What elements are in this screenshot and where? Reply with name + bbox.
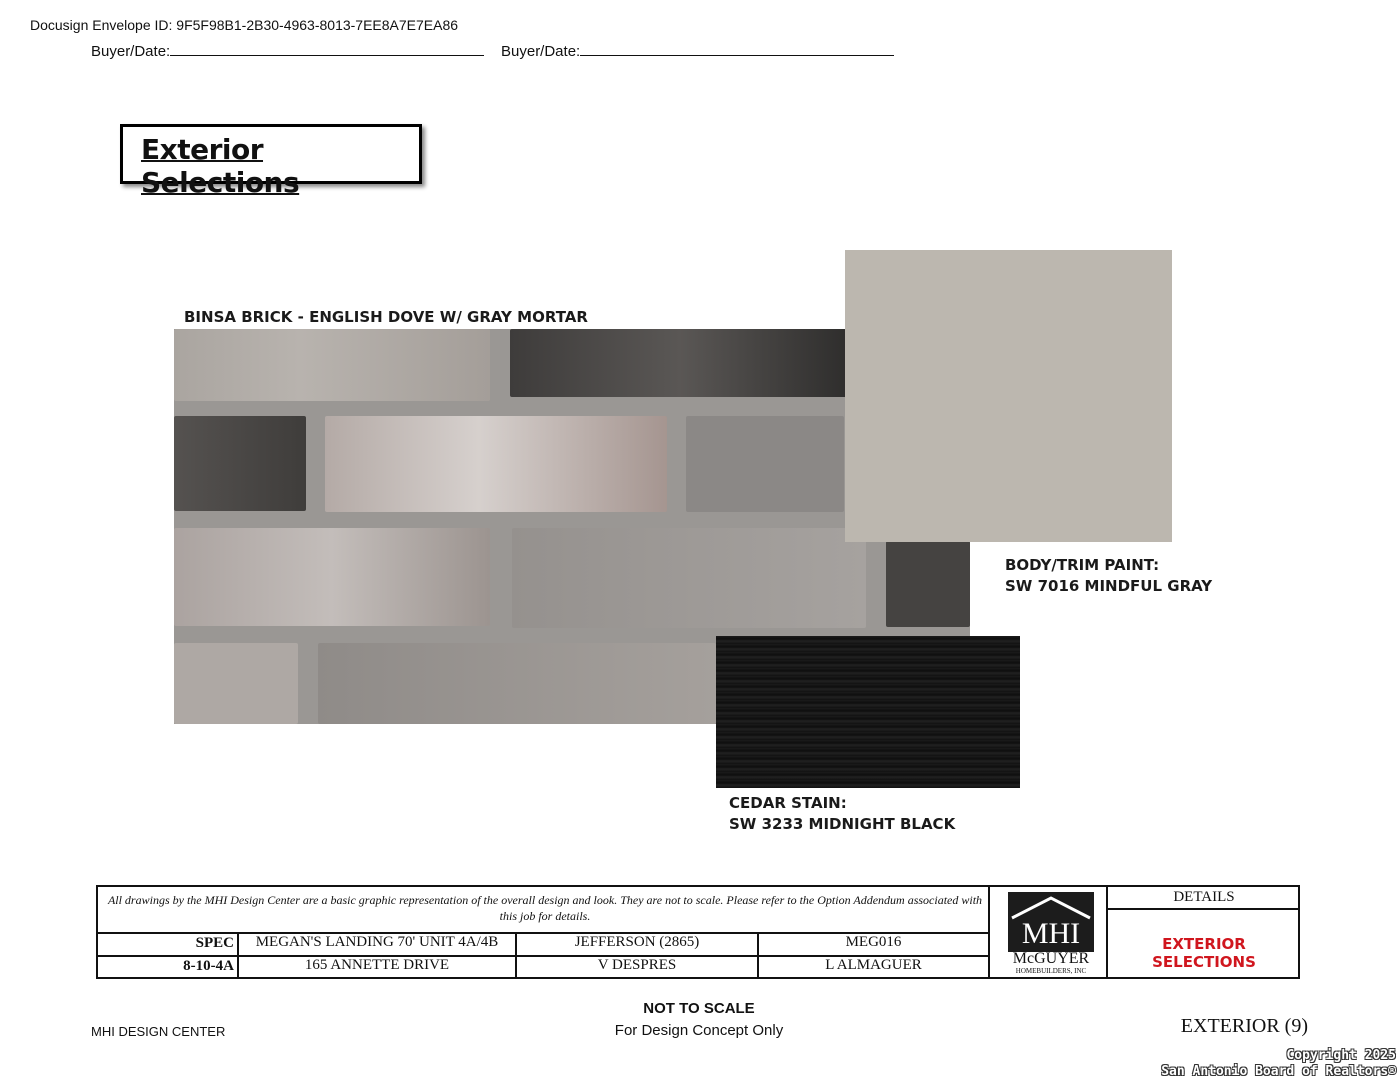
stain-color-swatch [716, 636, 1020, 788]
copyright-line2: San Antonio Board of Realtors® [1161, 1064, 1396, 1079]
page-label: EXTERIOR (9) [1180, 1015, 1308, 1037]
brick [318, 643, 716, 724]
community-name: MEGAN'S LANDING 70' UNIT 4A/4B [255, 934, 499, 950]
lot-code: MEG016 [845, 934, 902, 950]
brick [174, 416, 306, 511]
page-title-box [120, 124, 422, 199]
stain-label-line1: CEDAR STAIN: [729, 794, 847, 812]
envelope-id: Docusign Envelope ID: 9F5F98B1-2B30-4963-8013-7EE8A7E7EA86 [30, 17, 459, 33]
brick [325, 416, 667, 512]
disclaimer: All drawings by the MHI Design Center are a basic graphic representation of the overall design and look. They are not to scale. Please refer to the Option Addendum associated with this job for details. [107, 893, 983, 923]
logo-name: McGUYER [1012, 950, 1090, 967]
spec-label: SPEC [195, 935, 234, 951]
paint-label-line1: BODY/TRIM PAINT: [1005, 556, 1160, 574]
brick [686, 416, 844, 512]
details-value: EXTERIOR SELECTIONS [1152, 935, 1256, 971]
plan-name: JEFFERSON (2865) [574, 934, 700, 950]
buyer-date-field-2 [501, 41, 894, 60]
brick [174, 329, 490, 401]
brick [886, 541, 970, 627]
design-concept-note: For Design Concept Only [614, 1022, 784, 1039]
buyer-date-label: Buyer/Date: [501, 43, 581, 60]
copyright-line1: Copyright 2025 [1286, 1048, 1396, 1063]
copyright-watermark [1161, 1048, 1396, 1080]
not-to-scale: NOT TO SCALE [643, 1000, 755, 1017]
logo-mhi-text: MHI [1021, 917, 1081, 950]
brick-label: BINSA BRICK - ENGLISH DOVE W/ GRAY MORTAR [184, 308, 588, 326]
title-block [96, 885, 1300, 979]
brick [512, 528, 866, 628]
agent-name: V DESPRES [597, 957, 677, 973]
buyer-date-field-1 [91, 41, 484, 60]
stain-label-line2: SW 3233 MIDNIGHT BLACK [729, 815, 956, 833]
footer-left: MHI DESIGN CENTER [91, 1024, 226, 1039]
paint-label-line2: SW 7016 MINDFUL GRAY [1005, 577, 1213, 595]
details-label: DETAILS [1173, 889, 1235, 905]
brick [510, 329, 850, 397]
signature-line [170, 41, 484, 56]
designer-name: L ALMAGUER [825, 957, 922, 973]
stain-label [729, 793, 955, 835]
paint-color-swatch [845, 250, 1172, 542]
address: 165 ANNETTE DRIVE [304, 957, 450, 973]
page-title: Exterior Selections [141, 133, 300, 199]
mhi-logo [990, 887, 1106, 979]
signature-line [580, 41, 894, 56]
brick [174, 643, 298, 724]
paint-label [1005, 555, 1212, 597]
buyer-date-label: Buyer/Date: [91, 43, 171, 60]
brick [174, 528, 490, 626]
spec-code: 8-10-4A [183, 958, 234, 974]
logo-sub: HOMEBUILDERS, INC [1015, 967, 1087, 975]
